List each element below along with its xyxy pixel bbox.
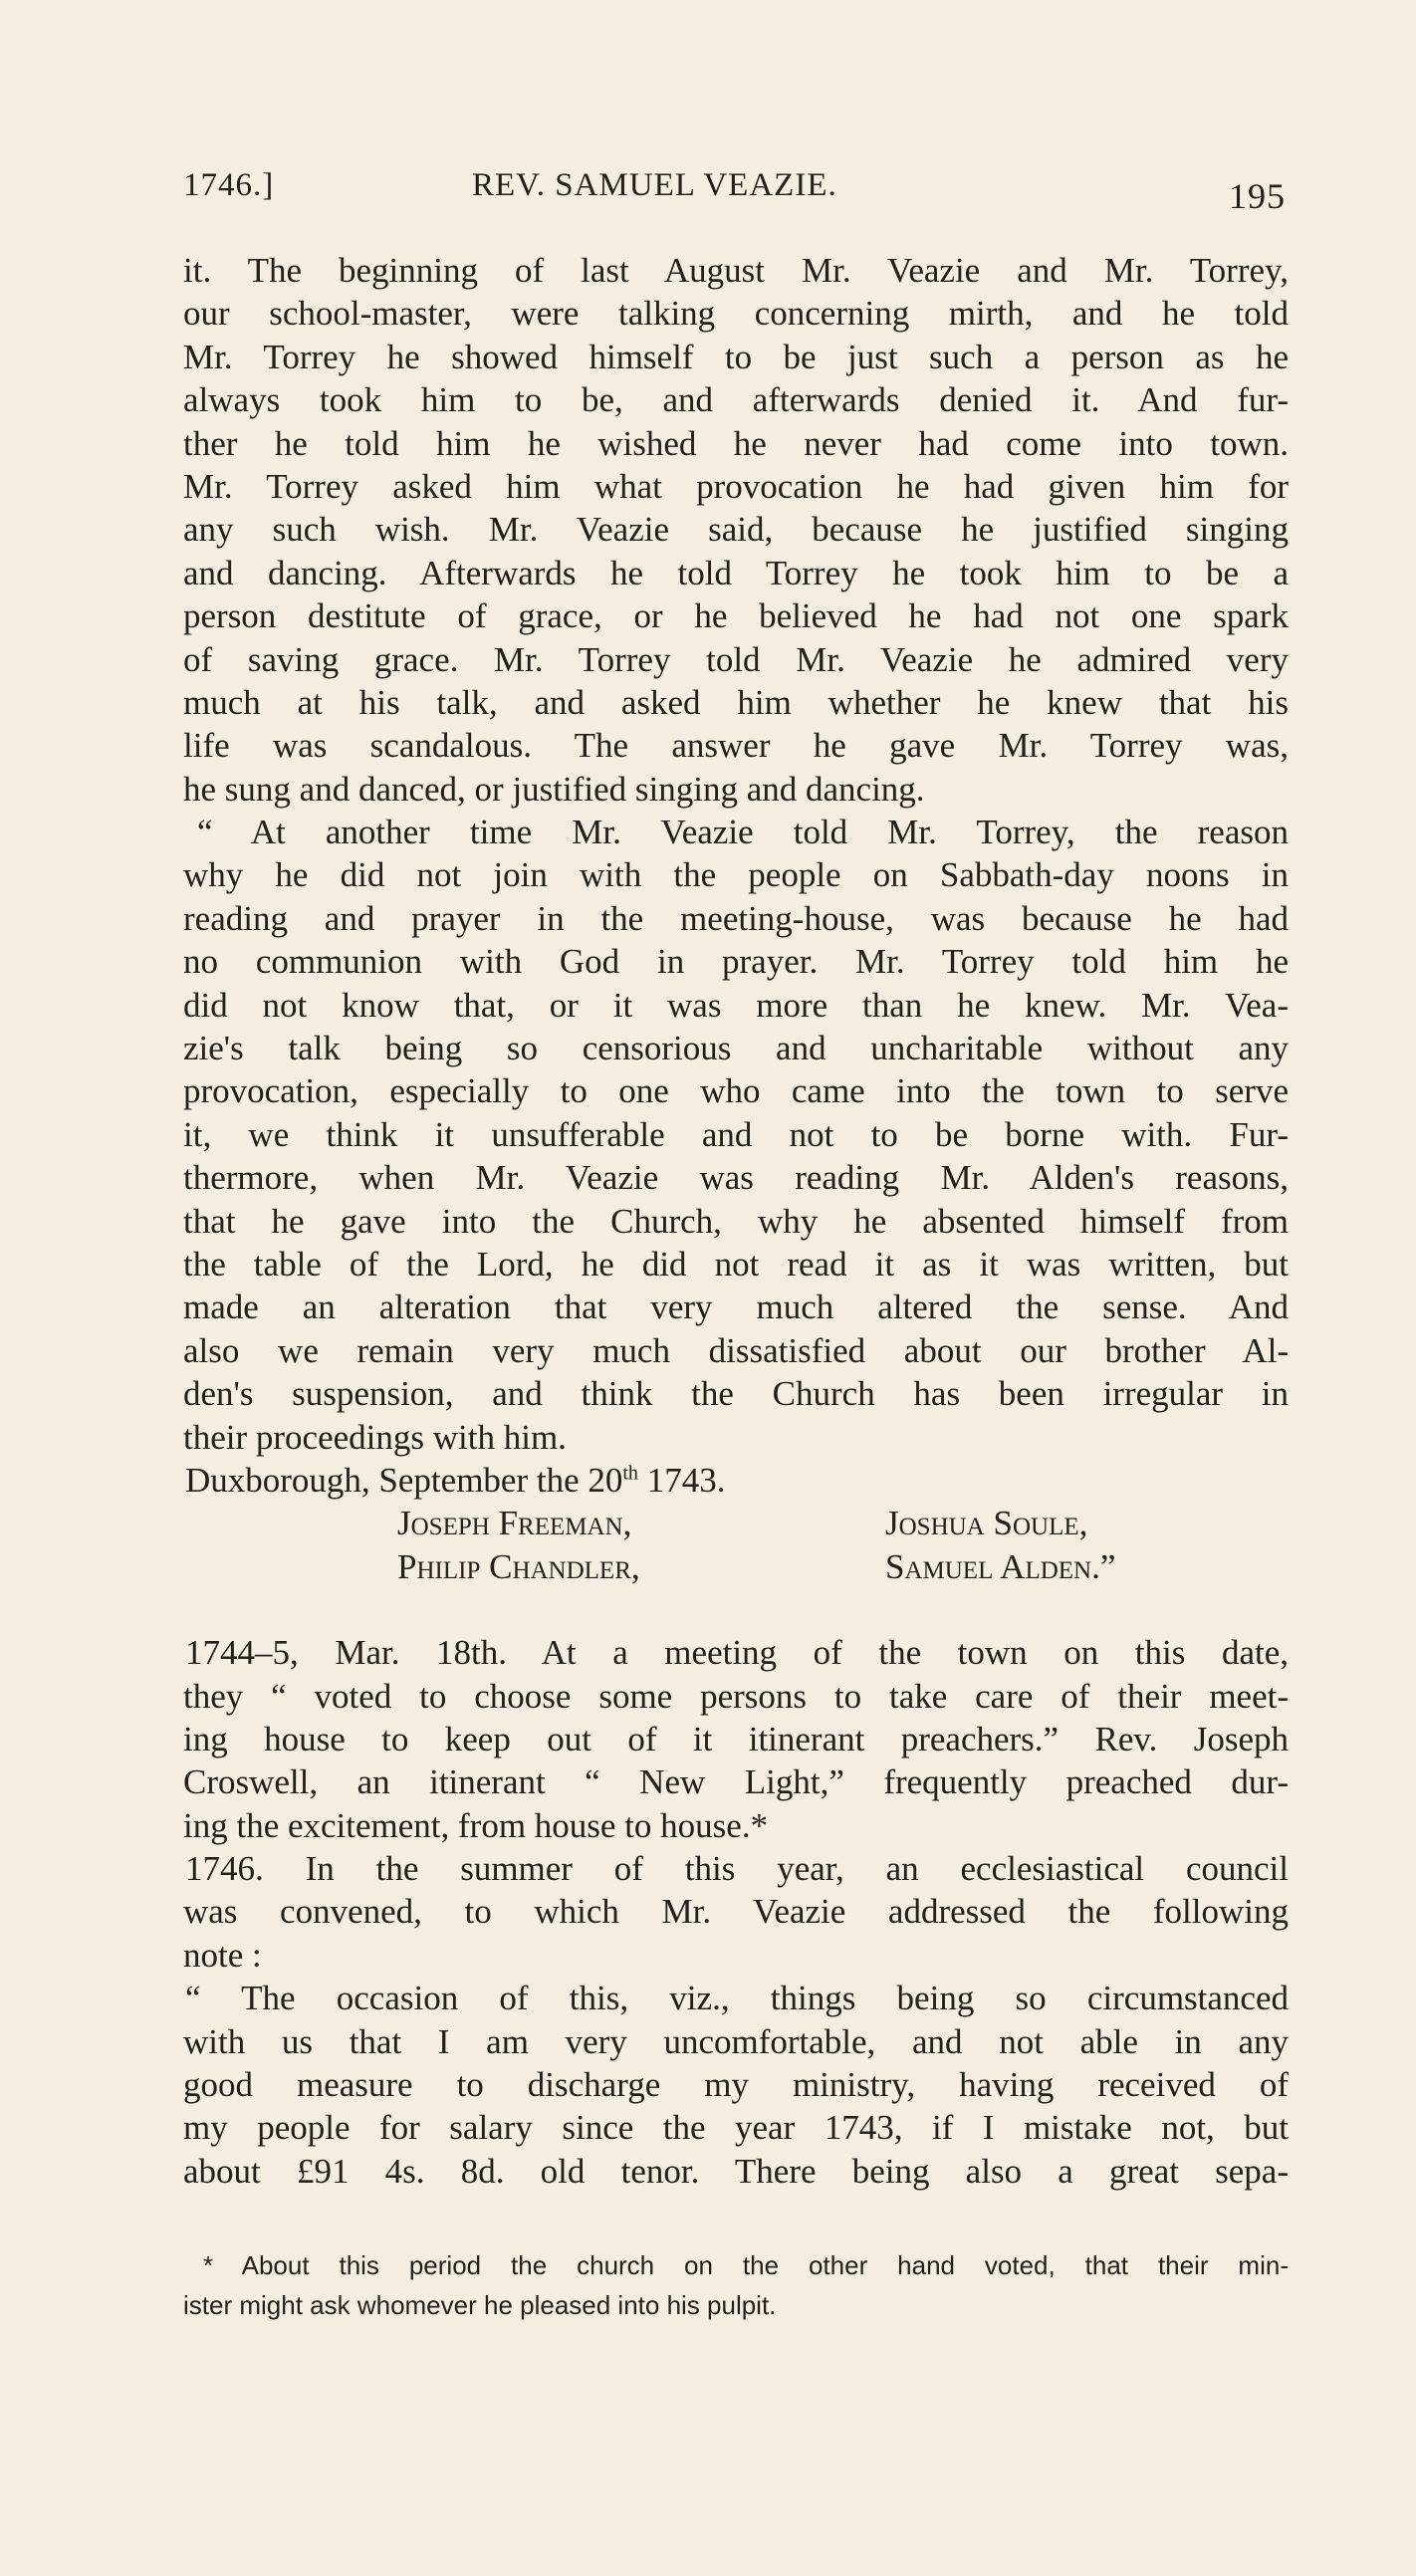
running-header [183, 159, 1289, 216]
page-number: 195 [1229, 176, 1286, 216]
signatory: Philip Chandler, [397, 1546, 640, 1586]
footnote-line: ister might ask whomever he pleased into his pulpit. [183, 2290, 777, 2320]
text-line: note : [183, 1935, 262, 1975]
section-gap [183, 1588, 1289, 1631]
signature-block [183, 1459, 1289, 1588]
text-line: our school-master, were talking concerning mirth, and he told [183, 294, 1289, 334]
text-line: reading and prayer in the meeting-house, was because he had [183, 898, 1289, 938]
text-line: did not know that, or it was more than he knew. Mr. Vea- [183, 985, 1289, 1025]
header-year: 1746.] [183, 167, 275, 203]
text-line: Mr. Torrey asked him what provocation he had given him for [183, 466, 1289, 506]
paragraph-1 [183, 249, 1289, 811]
text-line: he sung and danced, or justified singing and dancing. [183, 769, 925, 809]
text-line: with us that I am very uncomfortable, and not able in any [183, 2021, 1289, 2061]
text-line: den's suspension, and think the Church has been irregular in [183, 1374, 1289, 1414]
signature-year: 1743. [637, 1460, 726, 1500]
paragraph-5 [183, 1977, 1289, 2193]
text-line: and dancing. Afterwards he told Torrey he took him to be a [183, 553, 1289, 592]
paragraph-4 [183, 1847, 1289, 1977]
signature-date [183, 1459, 1289, 1502]
text-line: person destitute of grace, or he believed he had not one spark [183, 596, 1289, 636]
text-line: 1746. In the summer of this year, an ecclesiastical council [185, 1849, 1289, 1889]
text-line: about £91 4s. 8d. old tenor. There being also a great sepa- [183, 2151, 1289, 2191]
text-line: 1744–5, Mar. 18th. At a meeting of the town on this date, [185, 1633, 1289, 1673]
signatory: Joseph Freeman, [397, 1504, 632, 1543]
paragraph-3 [183, 1631, 1289, 1847]
body-text [183, 249, 1289, 2193]
text-line: it, we think it unsufferable and not to be borne with. Fur- [183, 1114, 1289, 1154]
signature-place: Duxborough, September the 20 [185, 1460, 623, 1500]
signature-row [183, 1502, 1289, 1544]
text-line: no communion with God in prayer. Mr. Torrey told him he [183, 942, 1289, 982]
text-line: “ At another time Mr. Veazie told Mr. Torrey, the reason [197, 813, 1289, 852]
text-line: their proceedings with him. [183, 1417, 567, 1457]
text-line: ing the excitement, from house to house.* [183, 1805, 769, 1845]
text-line: thermore, when Mr. Veazie was reading Mr. Alden's reasons, [183, 1158, 1289, 1198]
text-line: that he gave into the Church, why he absented himself from [183, 1201, 1289, 1241]
signatory: Joshua Soule, [885, 1504, 1088, 1543]
header-title: REV. SAMUEL VEAZIE. [472, 167, 837, 203]
text-line: life was scandalous. The answer he gave Mr. Torrey was, [183, 726, 1289, 766]
text-line: ing house to keep out of it itinerant preachers.” Rev. Joseph [183, 1719, 1289, 1758]
text-line: always took him to be, and afterwards denied it. And fur- [183, 380, 1289, 420]
text-line: much at his talk, and asked him whether he knew that his [183, 682, 1289, 722]
text-line: they “ voted to choose some persons to take care of their meet- [183, 1676, 1289, 1716]
footnote-line: * About this period the church on the other hand voted, that their min- [203, 2250, 1289, 2280]
text-line: also we remain very much dissatisfied about our brother Al- [183, 1330, 1289, 1370]
text-line: why he did not join with the people on Sabbath-day noons in [183, 855, 1289, 895]
text-line: Mr. Torrey he showed himself to be just such a person as he [183, 337, 1289, 376]
text-line: the table of the Lord, he did not read it as it was written, but [183, 1244, 1289, 1284]
paragraph-2 [183, 811, 1289, 1459]
text-line: of saving grace. Mr. Torrey told Mr. Veazie he admired very [183, 639, 1289, 679]
signatory: Samuel Alden.” [885, 1546, 1116, 1586]
text-line: my people for salary since the year 1743, if I mistake not, but [183, 2108, 1289, 2148]
footnote [183, 2245, 1289, 2325]
text-line: Croswell, an itinerant “ New Light,” frequently preached dur- [183, 1762, 1289, 1802]
text-line: made an alteration that very much altered the sense. And [183, 1288, 1289, 1327]
text-line: it. The beginning of last August Mr. Veazie and Mr. Torrey, [183, 251, 1289, 290]
text-line: good measure to discharge my ministry, having received of [183, 2065, 1289, 2105]
text-line: ther he told him he wished he never had come into town. [183, 423, 1289, 463]
text-line: was convened, to which Mr. Veazie addressed the following [183, 1892, 1289, 1932]
text-line: any such wish. Mr. Veazie said, because he justified singing [183, 510, 1289, 550]
text-line: zie's talk being so censorious and uncharitable without any [183, 1029, 1289, 1068]
date-superscript: th [622, 1462, 638, 1485]
text-line: “ The occasion of this, viz., things being so circumstanced [185, 1979, 1289, 2018]
signature-row [183, 1545, 1289, 1588]
text-line: provocation, especially to one who came into the town to serve [183, 1071, 1289, 1111]
